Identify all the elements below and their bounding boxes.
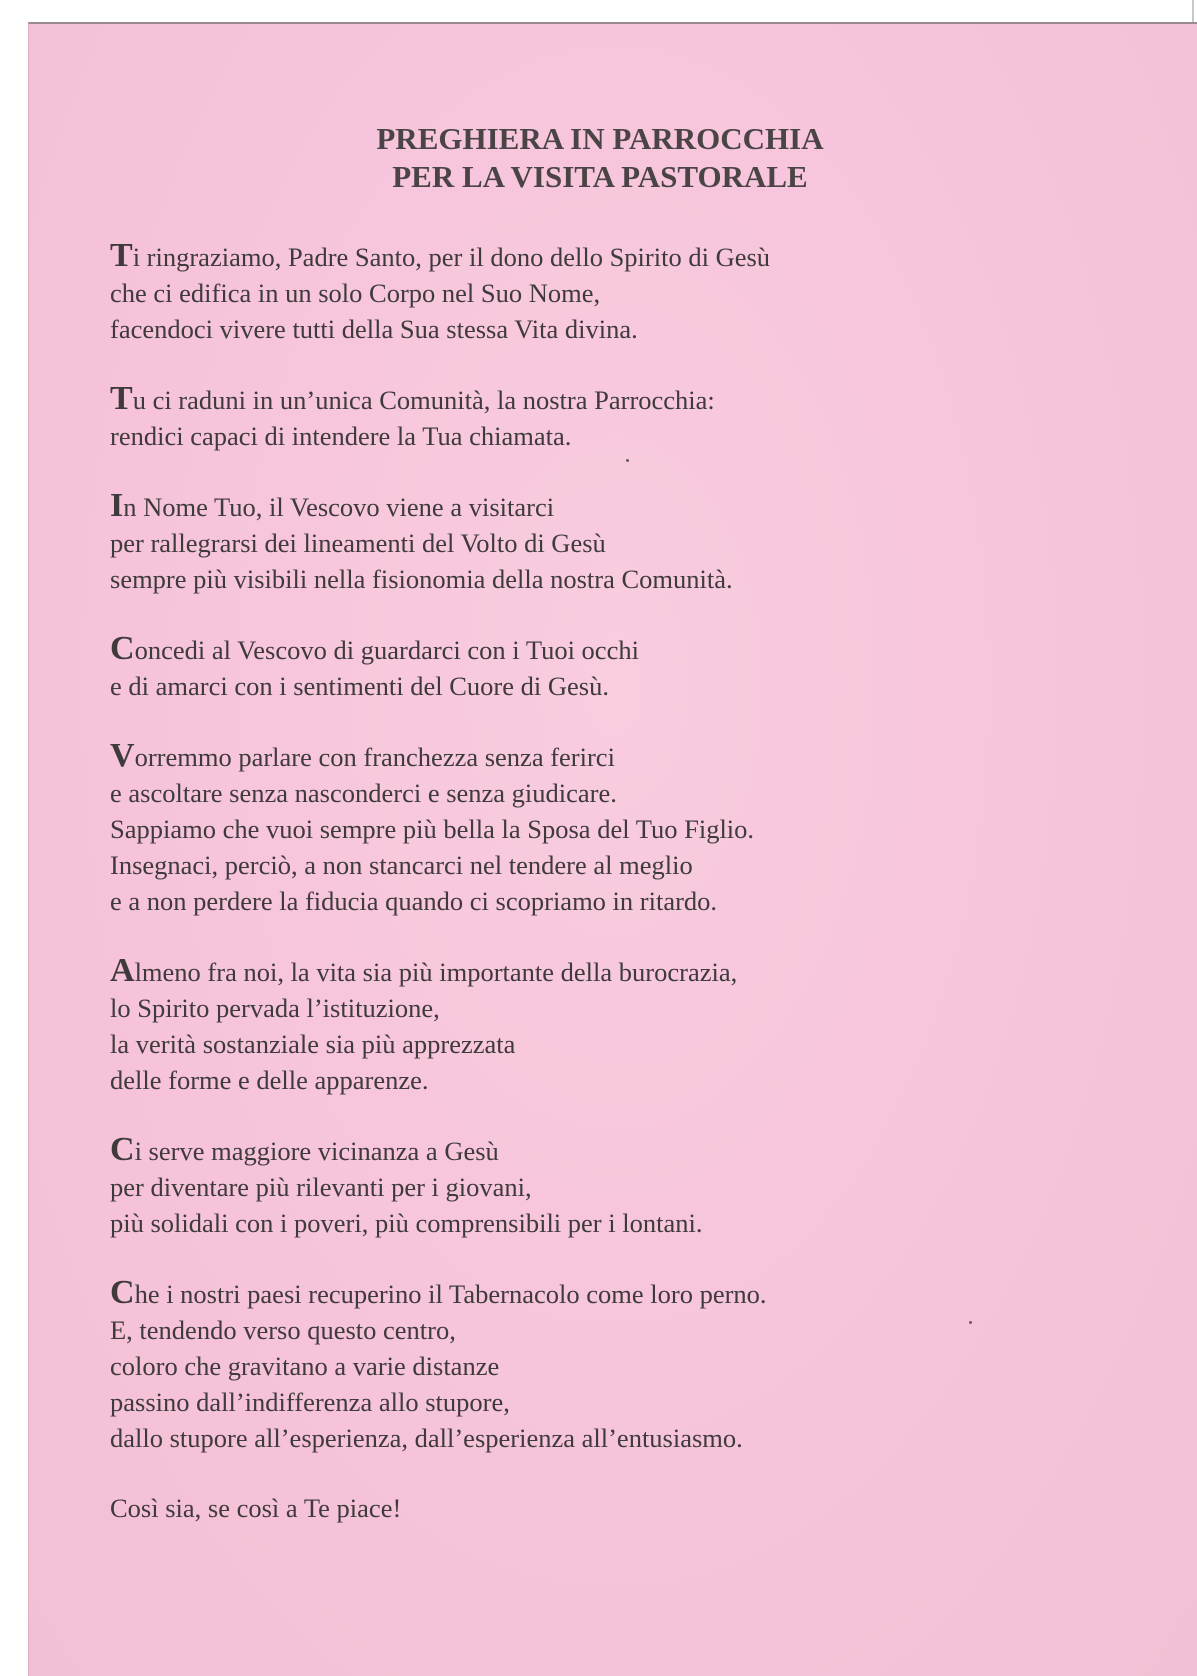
stanza-line: facendoci vivere tutti della Sua stessa Vita divina. bbox=[110, 314, 638, 344]
initial-letter: A bbox=[110, 952, 135, 989]
stanza-line: Insegnaci, perciò, a non stancarci nel tendere al meglio bbox=[110, 850, 693, 880]
stanza-line bbox=[110, 488, 1070, 525]
line-text: orremmo parlare con franchezza senza ferirci bbox=[134, 742, 615, 772]
line-text: lmeno fra noi, la vita sia più importante della burocrazia, bbox=[134, 957, 738, 987]
line-text: u ci raduni in un’unica Comunità, la nostra Parrocchia: bbox=[132, 385, 715, 415]
closing-line: Così sia, se così a Te piace! bbox=[110, 1493, 402, 1523]
stanza-line: per rallegrarsi dei lineamenti del Volto di Gesù bbox=[110, 528, 606, 558]
line-text: i serve maggiore vicinanza a Gesù bbox=[134, 1136, 499, 1166]
stanza-7 bbox=[110, 1132, 1070, 1241]
stanza-4 bbox=[110, 631, 1070, 704]
stanza-line: più solidali con i poveri, più comprensibili per i lontani. bbox=[110, 1208, 703, 1238]
stanza-line bbox=[110, 953, 1070, 990]
stanza-line: passino dall’indifferenza allo stupore, bbox=[110, 1387, 510, 1417]
stanza-line: e di amarci con i sentimenti del Cuore di Gesù. bbox=[110, 671, 609, 701]
title-line-2: PER LA VISITA PASTORALE bbox=[392, 159, 808, 194]
stanza-line: rendici capaci di intendere la Tua chiamata. bbox=[110, 421, 572, 451]
stanza-line: e a non perdere la fiducia quando ci scopriamo in ritardo. bbox=[110, 886, 718, 916]
stanza-line: lo Spirito pervada l’istituzione, bbox=[110, 993, 440, 1023]
stanza-line: per diventare più rilevanti per i giovani, bbox=[110, 1172, 532, 1202]
initial-letter: V bbox=[110, 737, 135, 774]
title-line-1: PREGHIERA IN PARROCCHIA bbox=[376, 121, 824, 156]
stanza-line: delle forme e delle apparenze. bbox=[110, 1065, 429, 1095]
line-text: n Nome Tuo, il Vescovo viene a visitarci bbox=[123, 492, 555, 522]
stanza-line bbox=[110, 238, 1070, 275]
initial-letter: C bbox=[110, 630, 135, 667]
stanza-line: dallo stupore all’esperienza, dall’esperienza all’entusiasmo. bbox=[110, 1423, 743, 1453]
initial-letter: T bbox=[110, 380, 133, 417]
stanza-line: e ascoltare senza nasconderci e senza giudicare. bbox=[110, 778, 617, 808]
line-text: i ringraziamo, Padre Santo, per il dono dello Spirito di Gesù bbox=[132, 242, 771, 272]
stanza-3 bbox=[110, 488, 1070, 597]
stanza-line bbox=[110, 381, 1070, 418]
prayer-text bbox=[110, 120, 1070, 1560]
stanza-line bbox=[110, 1275, 1070, 1312]
stanza-line: coloro che gravitano a varie distanze bbox=[110, 1351, 500, 1381]
initial-letter: C bbox=[110, 1131, 135, 1168]
initial-letter: C bbox=[110, 1274, 135, 1311]
initial-letter: T bbox=[110, 237, 133, 274]
stanza-line: E, tendendo verso questo centro, bbox=[110, 1315, 456, 1345]
stanza-1 bbox=[110, 238, 1070, 347]
stanza-5 bbox=[110, 738, 1070, 919]
stanza-line bbox=[110, 738, 1070, 775]
stanza-line: la verità sostanziale sia più apprezzata bbox=[110, 1029, 516, 1059]
line-text: he i nostri paesi recuperino il Tabernacolo come loro perno. bbox=[134, 1279, 767, 1309]
stanza-line bbox=[110, 631, 1070, 668]
stanza-line: Sappiamo che vuoi sempre più bella la Sposa del Tuo Figlio. bbox=[110, 814, 755, 844]
stanza-line bbox=[110, 1132, 1070, 1169]
stanza-line: sempre più visibili nella fisionomia della nostra Comunità. bbox=[110, 564, 733, 594]
document-title bbox=[110, 120, 1090, 196]
scanner-edge bbox=[1192, 0, 1194, 22]
stanza-6 bbox=[110, 953, 1070, 1098]
stanza-line: che ci edifica in un solo Corpo nel Suo Nome, bbox=[110, 278, 601, 308]
stanza-2 bbox=[110, 381, 1070, 454]
line-text: oncedi al Vescovo di guardarci con i Tuoi occhi bbox=[134, 635, 639, 665]
closing-stanza bbox=[110, 1490, 1070, 1526]
initial-letter: I bbox=[110, 487, 124, 524]
stanza-8 bbox=[110, 1275, 1070, 1456]
